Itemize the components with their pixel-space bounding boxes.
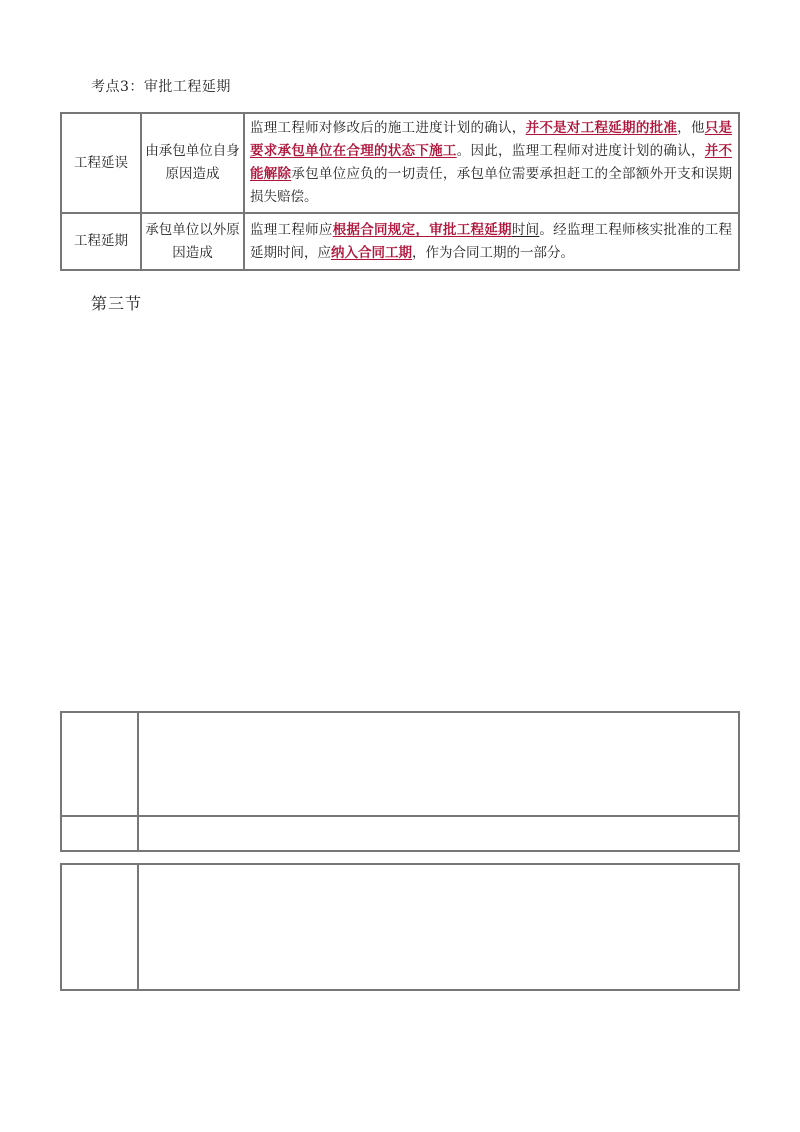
empty-table-1 bbox=[60, 711, 740, 852]
desc-underline: 时间 bbox=[511, 221, 540, 238]
table-row bbox=[61, 113, 739, 213]
table-row bbox=[61, 864, 739, 990]
section-heading-chapter: 第三节 bbox=[91, 294, 143, 313]
empty-table-2 bbox=[60, 863, 740, 991]
desc-text: 。经监理工程师核实批准的工程延期时间，应 bbox=[250, 221, 733, 261]
desc-highlight: 并不是对工程延期的批准 bbox=[525, 120, 678, 136]
description-cell bbox=[244, 213, 739, 270]
desc-text: 监理工程师对修改后的施工进度计划的确认， bbox=[250, 120, 526, 136]
desc-text: ，作为合同工期的一部分。 bbox=[412, 244, 574, 261]
desc-text: 监理工程师应 bbox=[250, 221, 333, 238]
desc-highlight: 根据合同规定，审批工程延期 bbox=[332, 221, 512, 238]
desc-text: ，他 bbox=[677, 120, 705, 136]
empty-cell bbox=[138, 816, 739, 851]
empty-cell bbox=[138, 864, 739, 990]
desc-highlight: 只是要求承包单位在合理的状态下施工 bbox=[250, 120, 733, 159]
empty-cell bbox=[138, 712, 739, 816]
empty-cell bbox=[61, 816, 138, 851]
term-cell: 工程延误 bbox=[61, 113, 141, 213]
section-heading-exam-point: 考点3：审批工程延期 bbox=[91, 79, 231, 95]
cause-cell: 由承包单位自身原因造成 bbox=[141, 113, 244, 213]
table-row bbox=[61, 712, 739, 816]
description-cell bbox=[244, 113, 739, 213]
desc-highlight: 并不能解除 bbox=[250, 143, 733, 182]
desc-highlight: 纳入合同工期 bbox=[331, 244, 412, 261]
desc-text: 。因此，监理工程师对进度计划的确认， bbox=[456, 143, 705, 159]
delay-comparison-table bbox=[60, 112, 740, 271]
term-cell: 工程延期 bbox=[61, 213, 141, 270]
empty-cell bbox=[61, 864, 138, 990]
desc-text: 承包单位应负的一切责任，承包单位需要承担赶工的全部额外开支和误期损失赔偿。 bbox=[250, 166, 733, 205]
cause-cell: 承包单位以外原因造成 bbox=[141, 213, 244, 270]
table-row bbox=[61, 816, 739, 851]
table-row bbox=[61, 213, 739, 270]
empty-cell bbox=[61, 712, 138, 816]
